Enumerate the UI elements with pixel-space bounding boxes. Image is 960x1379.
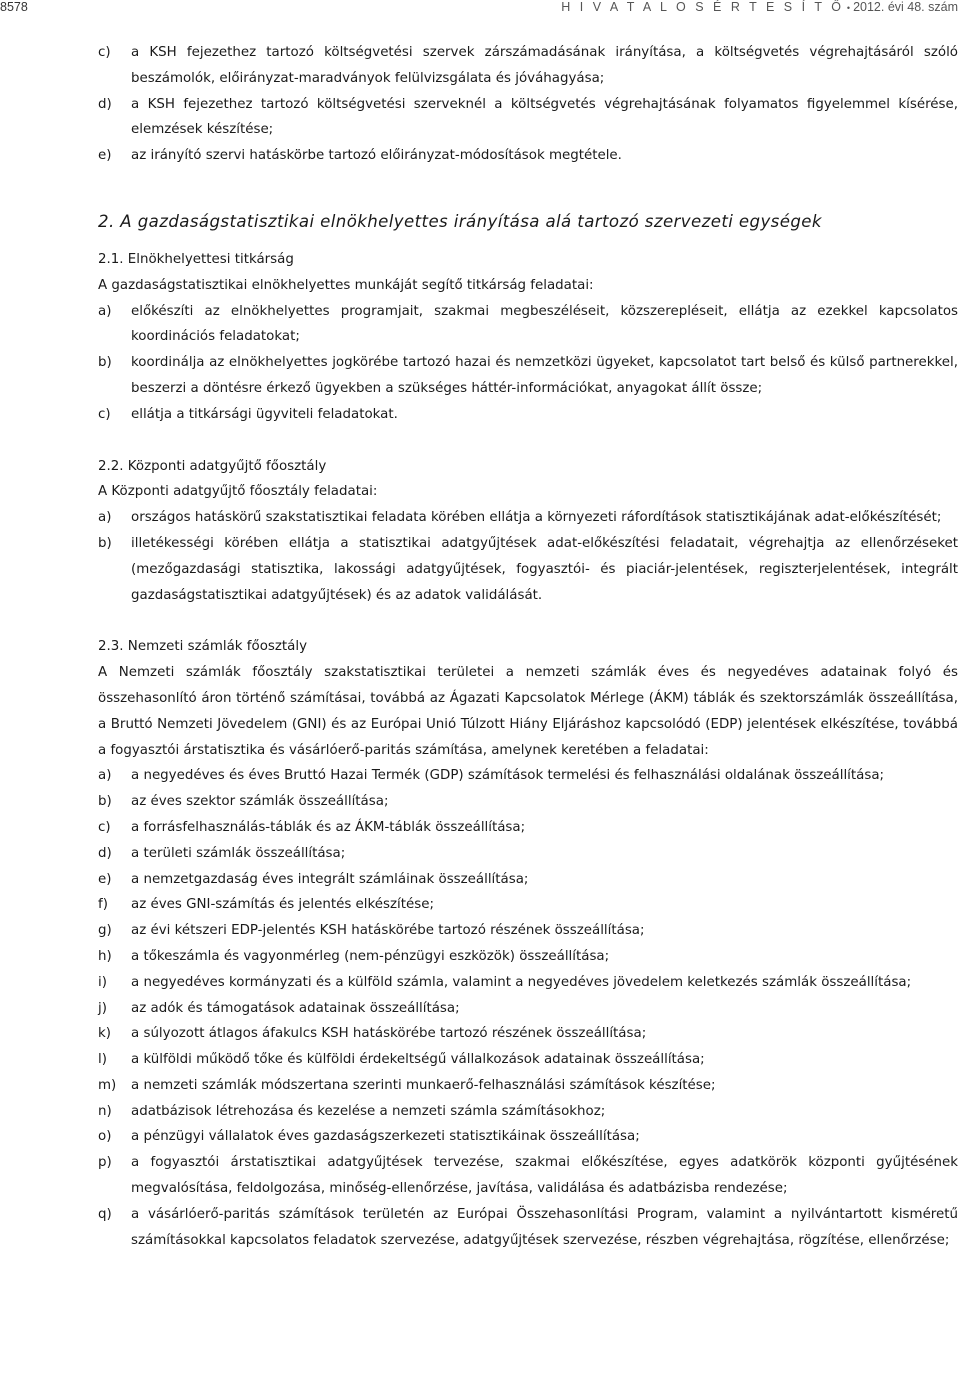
list-item — [98, 867, 958, 893]
item-text: a negyedéves és éves Bruttó Hazai Termék (GDP) számítások termelési és felhasználási oldalának összeállítása; — [131, 768, 885, 784]
subsection-2-1 — [98, 247, 958, 428]
item-marker: g) — [98, 923, 112, 939]
subsection-intro: A Központi adatgyűjtő főosztály feladatai: — [98, 484, 378, 500]
item-marker: k) — [98, 1026, 111, 1042]
item-text: a vásárlóerő-paritás számítások területén az Európai Összehasonlítási Program, valamint a nyilvántartott kisméretű számításokkal kapcsolatos feladatok szervezése, adatgyűjtések szervezése, részben végrehajtása, rögzítése, ellenőrzése; — [131, 1206, 958, 1248]
item-text: a területi számlák összeállítása; — [131, 845, 346, 861]
list-item — [98, 996, 958, 1022]
list-item — [98, 505, 958, 531]
list-item — [98, 1124, 958, 1150]
item-text: ellátja a titkársági ügyviteli feladatokat. — [131, 406, 398, 422]
list-item — [98, 92, 958, 144]
item-marker: m) — [98, 1077, 117, 1093]
list-item — [98, 350, 958, 402]
item-text: a KSH fejezethez tartozó költségvetési szervek zárszámadásának irányítása, a költségvetés végrehajtásáról szóló beszámolók, előirányzat-maradványok felülvizsgálata és jóváhagyása; — [131, 45, 958, 86]
subsection-title: 2.2. Központi adatgyűjtő főosztály — [98, 458, 327, 474]
issue-label: 2012. évi 48. szám — [853, 0, 958, 14]
item-text: az éves szektor számlák összeállítása; — [131, 794, 389, 810]
item-marker: i) — [98, 974, 107, 990]
running-head — [561, 0, 958, 15]
item-marker: l) — [98, 1052, 107, 1068]
item-marker: h) — [98, 948, 112, 964]
list-item — [98, 892, 958, 918]
item-text: országos hatáskörű szakstatisztikai feladata körében ellátja a környezeti ráfordítások statisztikájának adat-előkészítését; — [131, 510, 942, 526]
list-item — [98, 1047, 958, 1073]
subsection-title: 2.1. Elnökhelyettesi titkárság — [98, 251, 294, 267]
item-text: a KSH fejezethez tartozó költségvetési szerveknél a költségvetés végrehajtásának folyamatos figyelemmel kísérése, elemzések készítése; — [131, 96, 958, 138]
item-marker: q) — [98, 1206, 112, 1222]
list-item — [98, 763, 958, 789]
item-text: koordinálja az elnökhelyettes jogkörébe tartozó hazai és nemzetközi ügyeket, kapcsolatot tart belső és külső partnerekkel, beszerzi a döntésre érkező ügyekben a szükséges háttér-információkat, anyagokat állít össze; — [131, 355, 958, 396]
item-marker: f) — [98, 897, 108, 913]
list-item — [98, 970, 958, 996]
item-marker: o) — [98, 1129, 112, 1145]
item-marker: c) — [98, 45, 111, 60]
item-text: a súlyozott átlagos áfakulcs KSH hatáskörébe tartozó részének összeállítása; — [131, 1026, 647, 1042]
list-item — [98, 143, 958, 169]
item-marker: j) — [98, 1000, 107, 1016]
subsection-2-2 — [98, 454, 958, 609]
list-item — [98, 1099, 958, 1125]
item-text: a nemzetgazdaság éves integrált számláinak összeállítása; — [131, 871, 529, 887]
item-text: a forrásfelhasználás-táblák és az ÁKM-táblák összeállítása; — [131, 819, 526, 835]
list-item — [98, 841, 958, 867]
item-marker: d) — [98, 845, 112, 861]
item-text: az éves GNI-számítás és jelentés elkészítése; — [131, 897, 434, 913]
item-marker: a) — [98, 510, 112, 526]
budget-tasks-list — [98, 40, 958, 169]
item-text: a pénzügyi vállalatok éves gazdaságszerkezeti statisztikáinak összeállítása; — [131, 1129, 640, 1145]
list-item — [98, 1073, 958, 1099]
subsection-2-3 — [98, 634, 958, 1253]
bullet-icon: • — [846, 3, 851, 13]
subsection-title: 2.3. Nemzeti számlák főosztály — [98, 639, 307, 655]
item-text: az irányító szervi hatáskörbe tartozó előirányzat-módosítások megtétele. — [131, 148, 622, 164]
item-text: az évi kétszeri EDP-jelentés KSH hatáskörébe tartozó részének összeállítása; — [131, 923, 645, 939]
subsection-intro: A Nemzeti számlák főosztály szakstatisztikai területei a nemzeti számlák éves és negyedéves adatainak folyó és összehasonlító áron történő számításai, továbbá az Ágazati Kapcsolatok Mérlege (ÁKM) táblák és szektorszámlák összeállítása, a Bruttó Nemzeti Jövedelem (GNI) és az Európai Unió Túlzott Hiány Eljáráshoz kapcsolódó (EDP) jelentések elkészítése, továbbá a fogyasztói árstatisztika és vásárlóerő-paritás számítása, amelynek keretében a feladatai: — [98, 665, 958, 758]
item-marker: b) — [98, 355, 112, 371]
item-marker: d) — [98, 96, 112, 112]
list-item — [98, 402, 958, 428]
item-marker: b) — [98, 535, 112, 551]
section-heading: 2. A gazdaságstatisztikai elnökhelyettes irányítása alá tartozó szervezeti egységek — [98, 211, 822, 231]
journal-name: H I V A T A L O S É R T E S Í T Ő — [561, 0, 844, 14]
item-marker: e) — [98, 148, 112, 164]
item-text: illetékességi körében ellátja a statisztikai adatgyűjtések adat-előkészítési feladatait, végrehajtja az ellenőrzéseket (mezőgazdasági statisztika, lakossági adatgyűjtések, fogyasztói- és piaciár-jelentések, regiszterjelentések, integrált gazdaságstatisztikai adatgyűjtések) és az adatok validálását. — [131, 535, 958, 603]
page-number: 8578 — [0, 0, 28, 14]
item-marker: b) — [98, 794, 112, 810]
item-text: az adók és támogatások adatainak összeállítása; — [131, 1000, 460, 1016]
list-item — [98, 944, 958, 970]
item-text: a tőkeszámla és vagyonmérleg (nem-pénzügyi eszközök) összeállítása; — [131, 948, 610, 964]
document-body — [98, 40, 958, 1253]
list-item — [98, 531, 958, 608]
item-marker: a) — [98, 768, 112, 784]
list-item — [98, 918, 958, 944]
item-text: előkészíti az elnökhelyettes programjait, szakmai megbeszéléseit, közszerepléseit, ellátja az ezekkel kapcsolatos koordinációs feladatokat; — [131, 303, 958, 345]
list-item — [98, 299, 958, 351]
item-marker: n) — [98, 1103, 112, 1119]
page-header — [0, 0, 960, 16]
item-text: a külföldi működő tőke és külföldi érdekeltségű vállalkozások adatainak összeállítása; — [131, 1052, 705, 1068]
list-item — [98, 1202, 958, 1254]
item-text: a fogyasztói árstatisztikai adatgyűjtések tervezése, szakmai előkészítése, egyes adatkörök központi gyűjtésének megvalósítása, feldolgozása, minőség-ellenőrzése, javítása, validálása és adatbázisba rendezése; — [131, 1155, 958, 1197]
list-item — [98, 1021, 958, 1047]
list-item — [98, 1150, 958, 1202]
item-marker: p) — [98, 1155, 112, 1171]
list-item — [98, 40, 958, 92]
list-item — [98, 789, 958, 815]
item-marker: a) — [98, 303, 112, 319]
item-marker: c) — [98, 406, 111, 422]
subsection-intro: A gazdaságstatisztikai elnökhelyettes munkáját segítő titkárság feladatai: — [98, 277, 594, 293]
item-text: adatbázisok létrehozása és kezelése a nemzeti számla számításokhoz; — [131, 1103, 606, 1119]
list-item — [98, 815, 958, 841]
item-marker: c) — [98, 819, 111, 835]
item-text: a nemzeti számlák módszertana szerinti munkaerő-felhasználási számítások készítése; — [131, 1077, 716, 1093]
item-marker: e) — [98, 871, 112, 887]
item-text: a negyedéves kormányzati és a külföld számla, valamint a negyedéves jövedelem keletkezés számlák összeállítása; — [131, 974, 912, 990]
